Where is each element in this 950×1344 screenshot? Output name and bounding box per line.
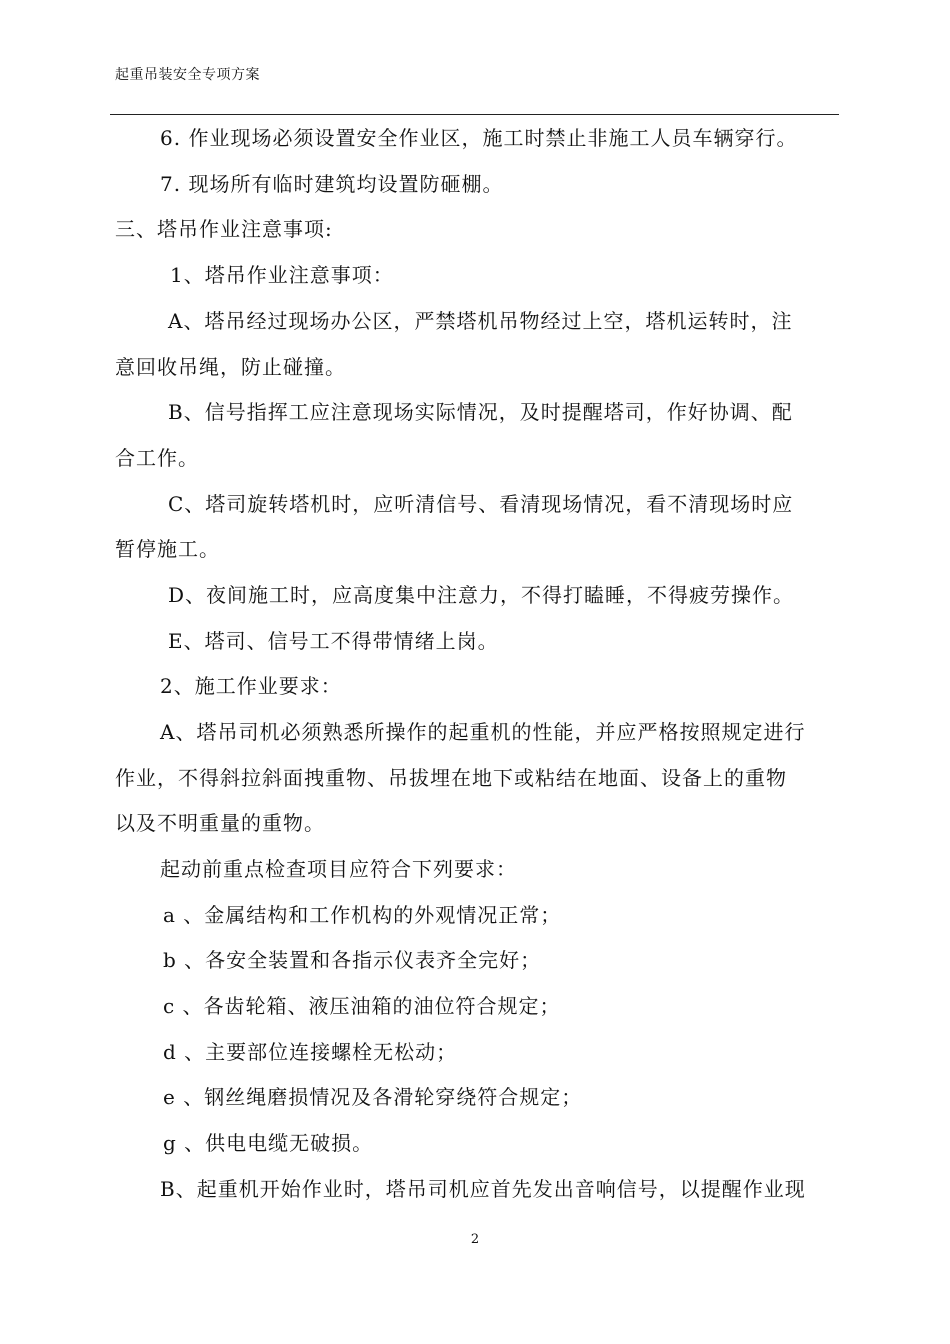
paragraph-line: 以及不明重量的重物。	[115, 811, 325, 835]
page-number: 2	[470, 1232, 480, 1247]
list-item: b 、各安全装置和各指示仪表齐全完好；	[163, 948, 542, 972]
paragraph-line: D、夜间施工时，应高度集中注意力，不得打瞌睡，不得疲劳操作。	[168, 583, 795, 607]
paragraph-line: E、塔司、信号工不得带情绪上岗。	[168, 629, 499, 653]
paragraph-line: 7. 现场所有临时建筑均设置防砸棚。	[160, 172, 504, 196]
list-item: c 、各齿轮箱、液压油箱的油位符合规定；	[163, 994, 561, 1018]
running-header: 起重吊装安全专项方案	[115, 67, 260, 83]
section-heading: 三、塔吊作业注意事项:	[115, 217, 333, 241]
paragraph-line: 6. 作业现场必须设置安全作业区，施工时禁止非施工人员车辆穿行。	[160, 126, 798, 150]
paragraph-line: 意回收吊绳，防止碰撞。	[115, 355, 346, 379]
paragraph-line: 起动前重点检查项目应符合下列要求：	[160, 857, 517, 881]
paragraph-line: B、信号指挥工应注意现场实际情况，及时提醒塔司，作好协调、配	[168, 400, 793, 424]
paragraph-line: 作业，不得斜拉斜面拽重物、吊拔埋在地下或粘结在地面、设备上的重物	[115, 766, 787, 790]
paragraph-line: C、塔司旋转塔机时，应听清信号、看清现场情况，看不清现场时应	[168, 492, 794, 516]
paragraph-line: A、塔吊司机必须熟悉所操作的起重机的性能，并应严格按照规定进行	[160, 720, 806, 744]
paragraph-line: A、塔吊经过现场办公区，严禁塔机吊物经过上空，塔机运转时，注	[168, 309, 793, 333]
list-item: e 、钢丝绳磨损情况及各滑轮穿绕符合规定；	[163, 1085, 583, 1109]
subsection-heading: 2、施工作业要求：	[160, 674, 342, 698]
paragraph-line: B、起重机开始作业时，塔吊司机应首先发出音响信号，以提醒作业现	[160, 1177, 806, 1201]
list-item: d 、主要部位连接螺栓无松动；	[163, 1040, 458, 1064]
list-item: a 、金属结构和工作机构的外观情况正常；	[163, 903, 562, 927]
header-divider	[110, 114, 839, 115]
paragraph-line: 合工作。	[115, 446, 199, 470]
list-item: g 、供电电缆无破损。	[163, 1131, 374, 1155]
subsection-heading: 1、塔吊作业注意事项：	[170, 263, 394, 287]
paragraph-line: 暂停施工。	[115, 537, 220, 561]
